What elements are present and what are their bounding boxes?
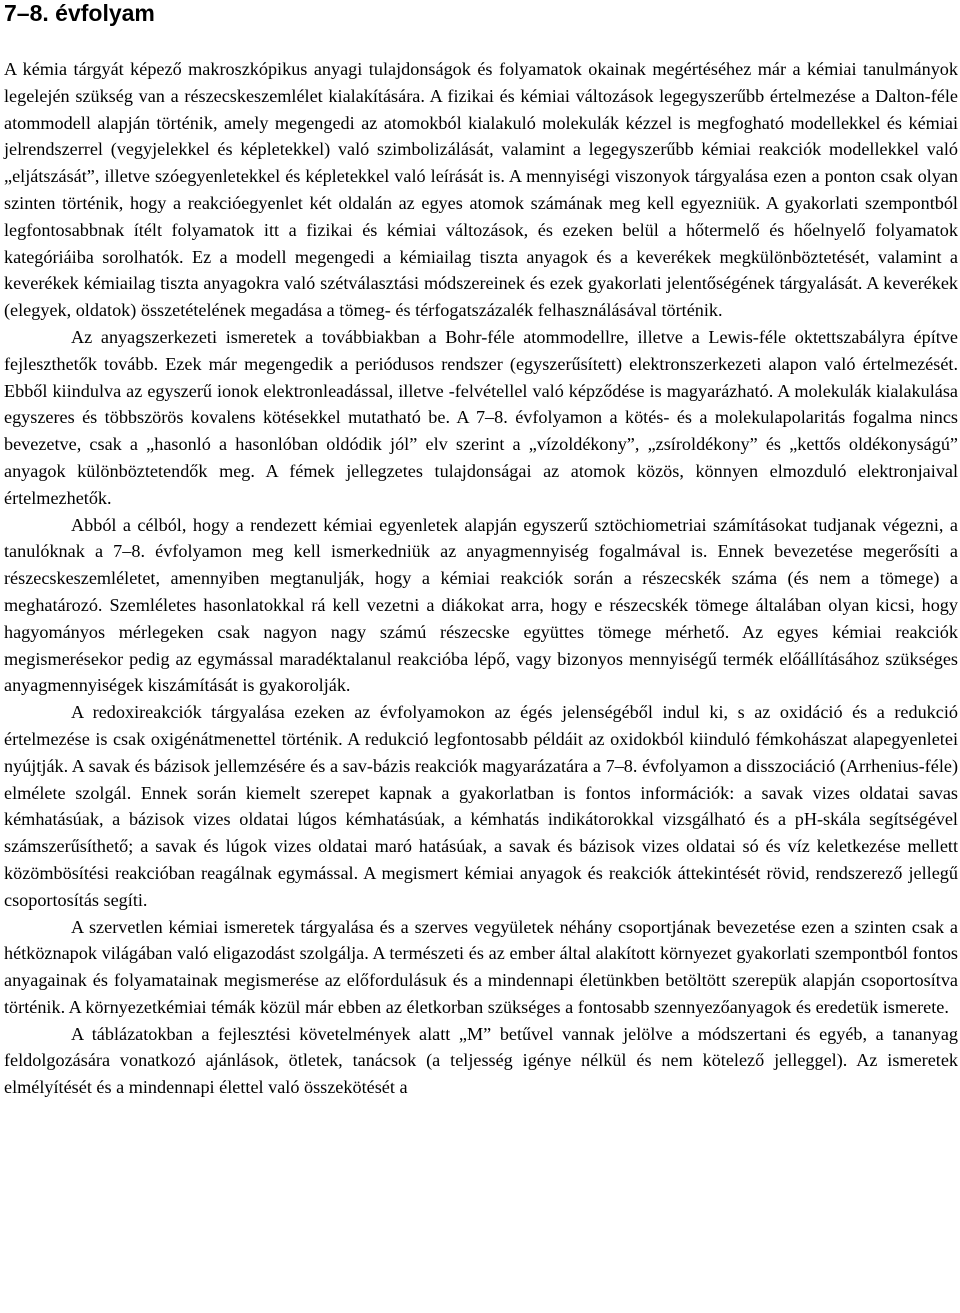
paragraph-particle-view: A kémia tárgyát képező makroszkópikus anyagi tulajdonságok és folyamatok okainak megértéséhez már a kémiai tanulmányok legelején szükség van a részecskeszemlélet kialakítására. A fizikai és kémiai változások legegyszerűbb értelmezése a Dalton-féle atommodell alapján történik, amely megengedi az atomokból kialakuló molekulák kézzel is megfogható modellekkel és kémiai jelrendszerrel (vegyjelekkel és képletekkel) való szimbolizálását, valamint a legegyszerűbb kémiai reakciók modellekkel való „eljátszását”, illetve szóegyenletekkel és képletekkel való leírását is. A mennyiségi viszonyok tárgyalása ezen a ponton csak olyan szinten történik, hogy a reakcióegyenlet két oldalán az egyes atomok számának meg kell egyezniük. A gyakorlati szempontból legfontosabbnak ítélt folyamatok itt a fizikai és kémiai változások, és ezeken belül a hőtermelő és hőelnyelő folyamatok kategóriáiba sorolhatók. Ez a modell megengedi a kémiailag tiszta anyagok és a keverékek megkülönböztetését, valamint a keverékek kémiailag tiszta anyagokra való szétválasztási módszereinek és ezek gyakorlati jelentőségének tárgyalását. A keverékek (elegyek, oldatok) összetételének megadása a tömeg- és térfogatszázalék felhasználásával történik.	[4, 59, 958, 321]
section-heading: 7–8. évfolyam	[4, 0, 155, 26]
paragraph-tables-note: A táblázatokban a fejlesztési követelmények alatt „M” betűvel vannak jelölve a módszertani és egyéb, a tananyag feldolgozására vonatkozó ajánlások, ötletek, tanácsok (a teljesség igénye nélkül és nem kötelező jelleggel). Az ismeretek elmélyítését és a mindennapi élettel való összekötését a	[4, 1023, 958, 1098]
paragraph-inorganic-organic: A szervetlen kémiai ismeretek tárgyalása és a szerves vegyületek néhány csoportjának bevezetése ezen a szinten csak a hétköznapok világában való eligazodást szolgálja. A természeti és az ember által alakított környezet gyakorlati szempontból fontos anyagainak és folyamatainak megismerése az előfordulásuk és a mindennapi életünkben betöltött szerepük alapján csoportosítva történik. A környezetkémiai témák közül már ebben az életkorban szükséges a fontosabb szennyezőanyagok és eredetük ismerete.	[4, 916, 958, 1017]
document-page	[4, 0, 958, 1101]
paragraph-redox-acid-base: A redoxireakciók tárgyalása ezeken az évfolyamokon az égés jelenségéből indul ki, s az oxidáció és a redukció értelmezése is csak oxigénátmenettel történik. A redukció legfontosabb példáit az oxidokból kiinduló fémkohászat alapegyenletei nyújtják. A savak és bázisok jellemzésére és a sav-bázis reakciók magyarázatára a 7–8. évfolyamon a disszociáció (Arrhenius-féle) elmélete szolgál. Ennek során kiemelt szerepet kapnak a gyakorlatban is fontos információk: a savak vizes oldatai savas kémhatásúak, a bázisok vizes oldatai lúgos kémhatásúak, a kémhatás indikátorokkal vizsgálható és a pH-skála segítségével számszerűsíthető; a savak és lúgok vizes oldatai maró hatásúak, a savak és bázisok vizes oldatai só és víz keletkezése mellett közömbösítési reakcióban reagálnak egymással. A megismert kémiai anyagok és reakciók áttekintését rövid, rendszerező jellegű csoportosítás segíti.	[4, 702, 958, 910]
paragraph-stoichiometry: Abból a célból, hogy a rendezett kémiai egyenletek alapján egyszerű sztöchiometriai számításokat tudjanak végezni, a tanulóknak a 7–8. évfolyamon meg kell ismerkedniük az anyagmennyiség fogalmával is. Ennek bevezetése megerősíti a részecskeszemléletet, amennyiben megtanulják, hogy a kémiai reakciók során a részecskék száma (és nem a tömege) a meghatározó. Szemléletes hasonlatokkal rá kell vezetni a diákokat arra, hogy e részecskék tömege általában olyan kicsi, hogy hagyományos mérlegeken csak nagyon nagy számú részecske együttes tömege mérhető. Az egyes kémiai reakciók megismerésekor pedig az egymással maradéktalanul reakcióba lépő, vagy bizonyos mennyiségű termék előállításához szükséges anyagmennyiségek kiszámítását is gyakorolják.	[4, 514, 958, 696]
paragraph-atomic-structure: Az anyagszerkezeti ismeretek a továbbiakban a Bohr-féle atommodellre, illetve a Lewis-féle oktettszabályra építve fejleszthetők tovább. Ezek már megengedik a periódusos rendszer (egyszerűsített) elektronszerkezeti alapon való értelmezését. Ebből kiindulva az egyszerű ionok elektronleadással, illetve -felvétellel való képződése is magyarázható. A molekulák kialakulása egyszeres és többszörös kovalens kötésekkel mutatható be. A 7–8. évfolyamon a kötés- és a molekulapolaritás fogalma nincs bevezetve, csak a „hasonló a hasonlóban oldódik jól” elv szerint a „vízoldékony”, „zsíroldékony” és „kettős oldékonyságú” anyagok különböztetendők meg. A fémek jellegzetes tulajdonságai az atomok közös, könnyen elmozduló elektronjaival értelmezhetők.	[4, 326, 958, 508]
